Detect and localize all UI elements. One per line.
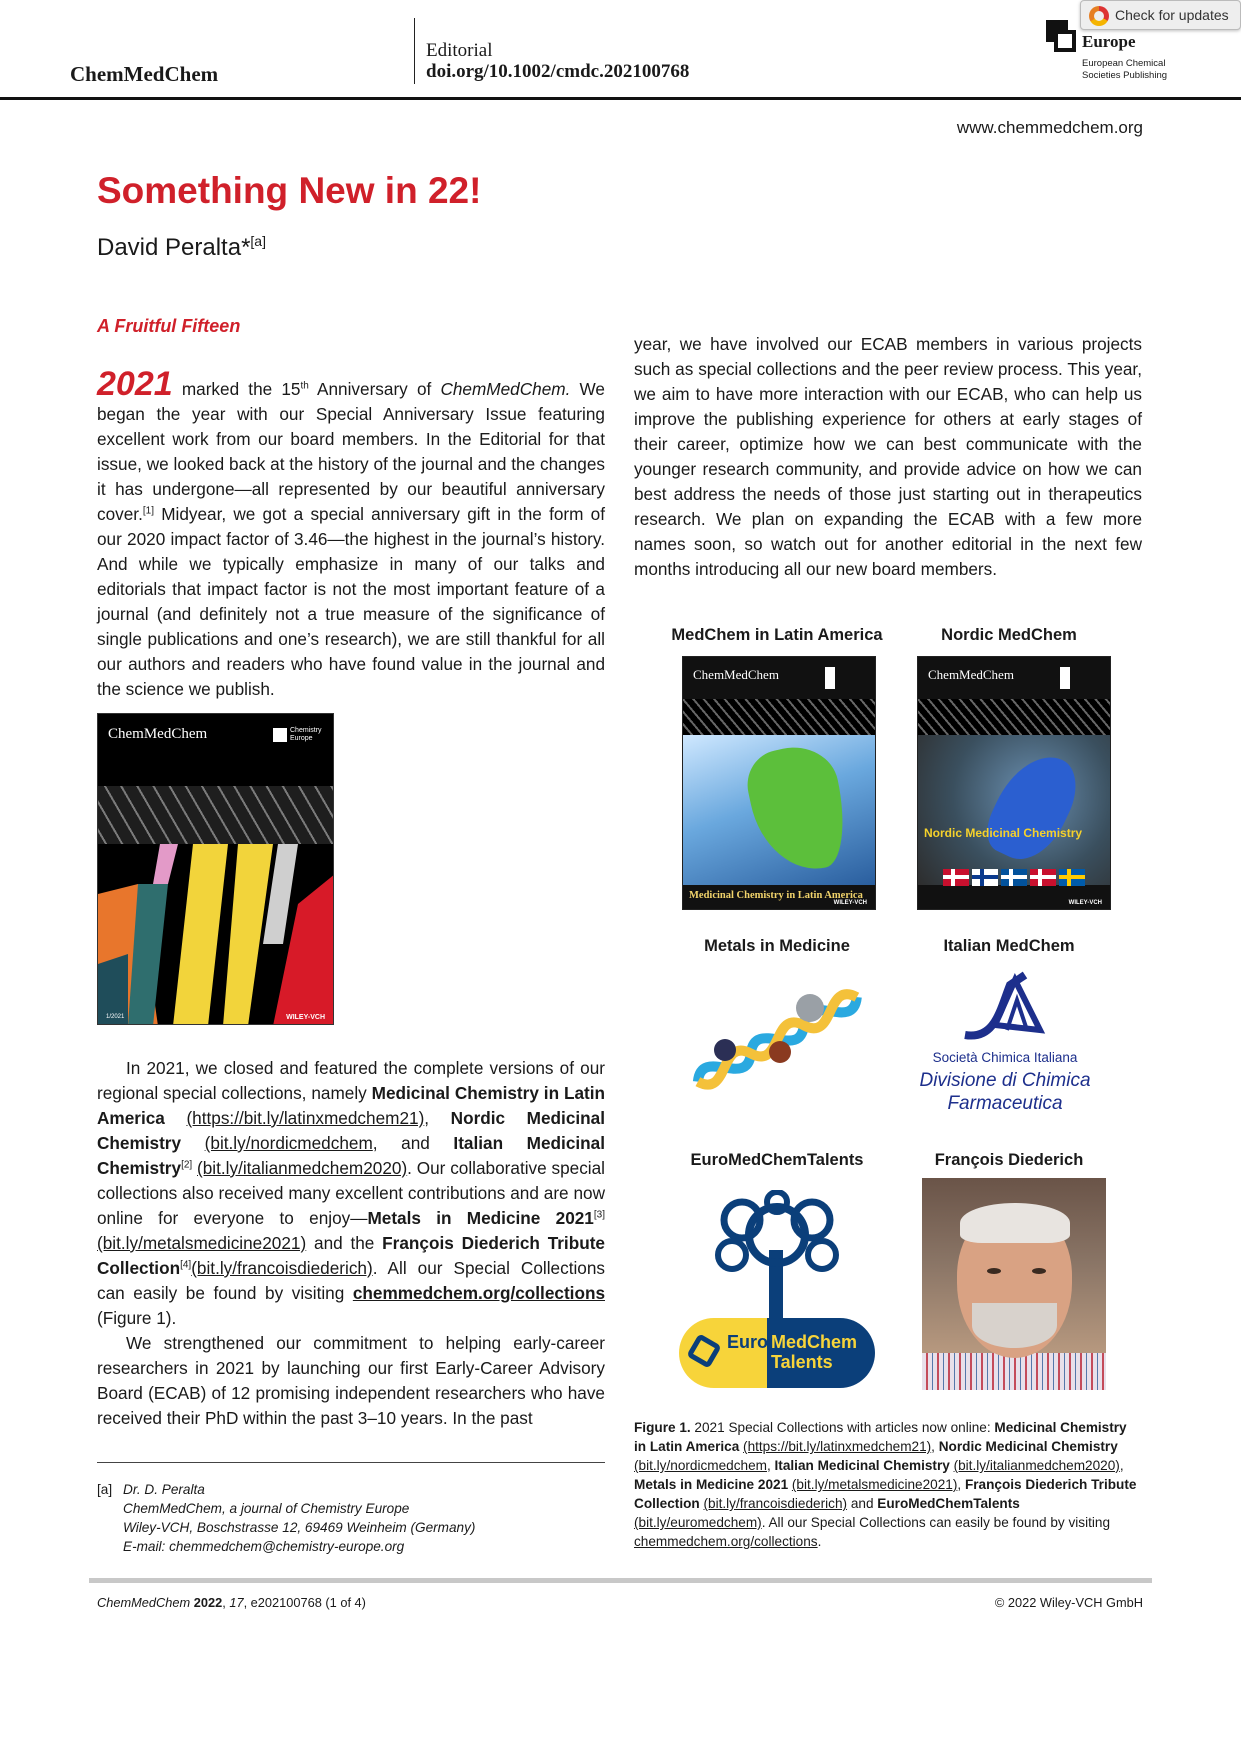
- figure-label-nordic: Nordic MedChem: [941, 626, 1077, 644]
- italian-collection-link[interactable]: (bit.ly/italianmedchem2020): [197, 1158, 408, 1178]
- collection-name: Metals in Medicine 2021: [634, 1477, 789, 1492]
- roman-numeral-xv-art: [98, 844, 334, 1025]
- collection-name: Medicinal Chemistry in Latin America: [634, 1420, 1127, 1454]
- sci-division: Divisione di Chimica: [919, 1070, 1091, 1091]
- emc-word-euro: Euro: [727, 1332, 769, 1352]
- text-run: and the: [306, 1233, 383, 1253]
- nordic-cover-caption: Nordic Medicinal Chemistry: [924, 826, 1083, 840]
- journal-italic: ChemMedChem.: [440, 379, 571, 399]
- body-paragraph-right: year, we have involved our ECAB members in various projects such as special collections and the peer review process. This year, we aim to have more interaction with our ECAB, who can help us improve the publishing experience for others at early stages of their career, optimize how we can best communicate with the younger research community, and provide advice on how we can best address the needs of those just starting out in therapeutics research. We plan on expanding the ECAB with a few more names soon, so watch out for another editorial in the next few months introducing all our new board members.: [634, 334, 1142, 579]
- collection-name: François Diederich Tribute Collection: [634, 1477, 1137, 1511]
- header-divider: [414, 18, 415, 84]
- text-run: .: [817, 1534, 822, 1549]
- text-run: . All our Special Collections can easily be found by visiting: [761, 1515, 1111, 1530]
- body-paragraph-3: We strengthened our commitment to helping early-career researchers in 2021 by launching our first Early-Career Advisory Board (ECAB) of 12 promising independent researchers who have received their PhD within the past 3–10 years. In the past: [97, 1333, 605, 1428]
- figure-caption: Figure 1. 2021 Special Collections with articles now online: Medicinal Chemistry in Latin America (https://bit.ly/latinxmedchem21), Nordic Medicinal Chemistry (bit.ly/nordicmedchem, Italian Medicinal Chemistry (bit.ly/italianmedchem2020), Metals in Medicine 2021 (bit.ly/metalsmedicine2021), François Diederich Tribute Collection (bit.ly/francoisdiederich) and EuroMedChemTalents (bit.ly/euromedchem). All our Special Collections can easily be found by visiting chemmedchem.org/collections.: [634, 1420, 1137, 1549]
- cover-title: ChemMedChem: [928, 667, 1014, 682]
- logo-mark-outline-icon: [1054, 30, 1076, 52]
- collections-link[interactable]: chemmedchem.org/collections: [352, 1283, 605, 1303]
- collection-name: Nordic Medicinal Chemistry: [938, 1439, 1118, 1454]
- collection-name: Metals in Medicine 2021: [367, 1208, 594, 1228]
- text-run: Midyear, we got a special anniversary gift in the form of our 2020 impact factor of 3.46—the highest in the journal’s history. And while we typically emphasize in many of our talks and editorials that impact factor is not the most important feature of a journal (and definitely not a true measure of the significance of single publications and one’s research), we are still thankful for all our authors and readers who have found value in the journal and the science we publish.: [97, 504, 605, 699]
- affiliation-journal: ChemMedChem, a journal of Chemistry Europe: [123, 1501, 410, 1516]
- emc-word-talents: Talents: [771, 1352, 833, 1372]
- author-line: [97, 234, 266, 262]
- footer-journal: ChemMedChem: [97, 1595, 191, 1610]
- journal-website-link[interactable]: www.chemmedchem.org: [956, 118, 1143, 137]
- figure-label-emc: EuroMedChemTalents: [690, 1151, 864, 1169]
- cover-issue: 1/2021: [106, 1014, 125, 1020]
- text-run: Anniversary of: [308, 379, 441, 399]
- citation-ref[interactable]: [3]: [593, 1209, 605, 1221]
- figure-label-italian: Italian MedChem: [943, 937, 1075, 955]
- nordic-collection-link[interactable]: (bit.ly/nordicmedchem: [204, 1133, 373, 1153]
- footer-volume: 17: [229, 1595, 244, 1610]
- affiliation-name: Dr. D. Peralta: [123, 1482, 205, 1497]
- latam-cover-caption: Medicinal Chemistry in Latin America: [689, 890, 863, 901]
- check-for-updates-button[interactable]: [1080, 0, 1241, 30]
- text-run: and: [847, 1496, 878, 1511]
- author-name: David Peralta*: [97, 234, 251, 261]
- section-heading: A Fruitful Fifteen: [97, 316, 241, 336]
- figure-label-diederich: François Diederich: [934, 1151, 1084, 1169]
- latam-cover-image[interactable]: [682, 656, 876, 910]
- denmark-flag-icon: [943, 869, 969, 886]
- latam-collection-link[interactable]: (https://bit.ly/latinxmedchem21): [743, 1439, 932, 1454]
- body-paragraph-1: [97, 365, 605, 702]
- figure-label-latam: MedChem in Latin America: [671, 626, 883, 644]
- publisher-name: Europe: [1082, 32, 1136, 51]
- figure-label: Figure 1.: [634, 1420, 691, 1435]
- collection-name: François Diederich Tribute Collection: [97, 1233, 605, 1278]
- iceland-flag-icon: [1001, 869, 1027, 886]
- cover-publisher: WILEY-VCH: [833, 900, 867, 906]
- collection-name: Italian Medicinal Chemistry: [97, 1133, 605, 1178]
- affiliation-email[interactable]: E-mail: chemmedchem@chemistry-europe.org: [123, 1539, 405, 1554]
- body-paragraph-2: In 2021, we closed and featured the complete versions of our regional special collections, namely Medicinal Chemistry in Latin America (https://bit.ly/latinxmedchem21), Nordic Medicinal Chemistry (bit.ly/nordicmedchem, and Italian Medicinal Chemistry[2] (bit.ly/italianmedchem2020). Our collaborative special collections also received many excellent contributions and are now online for everyone to enjoy—Metals in Medicine 2021[3] (bit.ly/metalsmedicine2021) and the François Diederich Tribute Collection[4](bit.ly/francoisdiederich). All our Special Collections can easily be found by visiting chemmedchem.org/collections (Figure 1). We strengthened our commitment to helping early-career researchers in 2021 by launching our first Early-Career Advisory Board (ECAB) of 12 promising independent researchers who have received their PhD within the past 3–10 years. In the past: [97, 1056, 605, 1431]
- text-run: In 2021, we closed and featured the complete versions of our regional special collections, namely: [97, 1058, 605, 1103]
- text-run: . Our collaborative special collections also received many excellent contributions and are now online for everyone to enjoy—: [97, 1158, 606, 1228]
- metals-collection-link[interactable]: (bit.ly/metalsmedicine2021): [97, 1233, 307, 1253]
- text-run: (Figure 1).: [97, 1308, 177, 1328]
- cover-logo-icon: [825, 667, 865, 689]
- sci-emblem-icon: [955, 970, 1055, 1045]
- cover-title: ChemMedChem: [108, 726, 208, 742]
- journal-name: ChemMedChem: [70, 62, 219, 86]
- nordic-cover-image[interactable]: [917, 656, 1111, 910]
- norway-flag-icon: [1030, 869, 1056, 886]
- text-run: . All our Special Collections can easily be found by visiting: [97, 1258, 605, 1303]
- finland-flag-icon: [972, 869, 998, 886]
- footer-article-id: , e202100768 (1 of 4): [243, 1595, 366, 1610]
- article-type: Editorial: [426, 40, 493, 61]
- article-title: Something New in 22!: [97, 170, 482, 211]
- author-affiliation-ref[interactable]: [a]: [250, 233, 266, 249]
- metals-dna-image[interactable]: [680, 980, 870, 1090]
- cover-pattern: [98, 786, 333, 844]
- photo-shirt: [922, 1353, 1106, 1390]
- cover-logo-text: Chemistry Europe: [290, 727, 322, 742]
- figure-label-metals: Metals in Medicine: [704, 937, 850, 955]
- citation-ref[interactable]: [4]: [180, 1259, 192, 1271]
- italian-collection-link[interactable]: (bit.ly/italianmedchem2020): [953, 1458, 1120, 1473]
- doi-link[interactable]: doi.org/10.1002/cmdc.202100768: [426, 61, 690, 82]
- collection-name: Nordic Medicinal Chemistry: [97, 1108, 605, 1153]
- text-run: We began the year with our Special Anniversary Issue featuring excellent work from our board members. In the Editorial for that issue, we looked back at the history of the journal and the changes it has undergone—all represented by our beautiful anniversary cover.: [97, 379, 605, 524]
- cover-publisher: WILEY-VCH: [1068, 900, 1102, 906]
- header-rule: [0, 97, 1241, 100]
- cover-title: ChemMedChem: [693, 667, 779, 682]
- societa-chimica-italiana-logo[interactable]: [915, 970, 1095, 1120]
- photo-eye: [1032, 1268, 1046, 1274]
- latam-collection-link[interactable]: (https://bit.ly/latinxmedchem21): [186, 1108, 425, 1128]
- cover-publisher: WILEY-VCH: [286, 1014, 325, 1021]
- diederich-collection-link[interactable]: (bit.ly/francoisdiederich): [191, 1258, 373, 1278]
- anniversary-cover-image: [97, 713, 334, 1025]
- footer-citation: ChemMedChem 2022, 17, e202100768 (1 of 4): [97, 1595, 366, 1610]
- publisher-subtitle: European Chemical Societies Publishing: [1082, 58, 1168, 81]
- check-for-updates-label: Check for updates: [1115, 7, 1229, 23]
- footnote-rule: [97, 1462, 605, 1463]
- photo-hair: [960, 1203, 1070, 1243]
- photo-eye: [987, 1268, 1001, 1274]
- sci-name: Società Chimica Italiana: [932, 1050, 1078, 1065]
- cover-pattern: [683, 699, 875, 735]
- nordic-collection-link[interactable]: (bit.ly/nordicmedchem: [634, 1458, 767, 1473]
- collections-link[interactable]: chemmedchem.org/collections: [634, 1534, 818, 1549]
- emc-collection-link[interactable]: (bit.ly/euromedchem): [634, 1515, 762, 1530]
- photo-beard: [972, 1303, 1057, 1348]
- footer-year: 2022: [193, 1595, 223, 1610]
- crossmark-icon: [1089, 6, 1109, 26]
- collection-name: Italian Medicinal Chemistry: [774, 1458, 950, 1473]
- tree-icon: [707, 1190, 847, 1320]
- euromedchemtalents-logo[interactable]: [677, 1190, 877, 1390]
- citation-ref[interactable]: [1]: [142, 505, 154, 517]
- text-run: marked the 15: [181, 379, 301, 399]
- text-run: , and: [372, 1133, 454, 1153]
- lead-year: 2021: [97, 365, 173, 403]
- nordic-flags: [943, 869, 1085, 886]
- cover-pattern: [918, 699, 1110, 735]
- text-run: 2021 Special Collections with articles now online:: [690, 1420, 995, 1435]
- ordinal-sup: th: [300, 380, 309, 392]
- footer-copyright: © 2022 Wiley-VCH GmbH: [994, 1595, 1143, 1610]
- emc-word-medchem: MedChem: [771, 1332, 858, 1352]
- collection-name: Medicinal Chemistry in Latin America: [97, 1083, 606, 1128]
- collection-name: EuroMedChemTalents: [877, 1496, 1020, 1511]
- metals-collection-link[interactable]: (bit.ly/metalsmedicine2021): [791, 1477, 958, 1492]
- affiliation-label: [a]: [97, 1482, 113, 1497]
- footer-rule: [89, 1578, 1152, 1583]
- diederich-collection-link[interactable]: (bit.ly/francoisdiederich): [703, 1496, 848, 1511]
- cover-logo-icon: [273, 728, 287, 742]
- cover-logo-icon: [1060, 667, 1100, 689]
- affiliation-address: Wiley-VCH, Boschstrasse 12, 69469 Weinheim (Germany): [123, 1520, 476, 1535]
- sweden-flag-icon: [1059, 869, 1085, 886]
- author-affiliation: [97, 1480, 475, 1556]
- sci-division-2: Farmaceutica: [947, 1093, 1063, 1114]
- citation-ref[interactable]: [2]: [181, 1159, 193, 1171]
- francois-diederich-photo[interactable]: [922, 1178, 1106, 1390]
